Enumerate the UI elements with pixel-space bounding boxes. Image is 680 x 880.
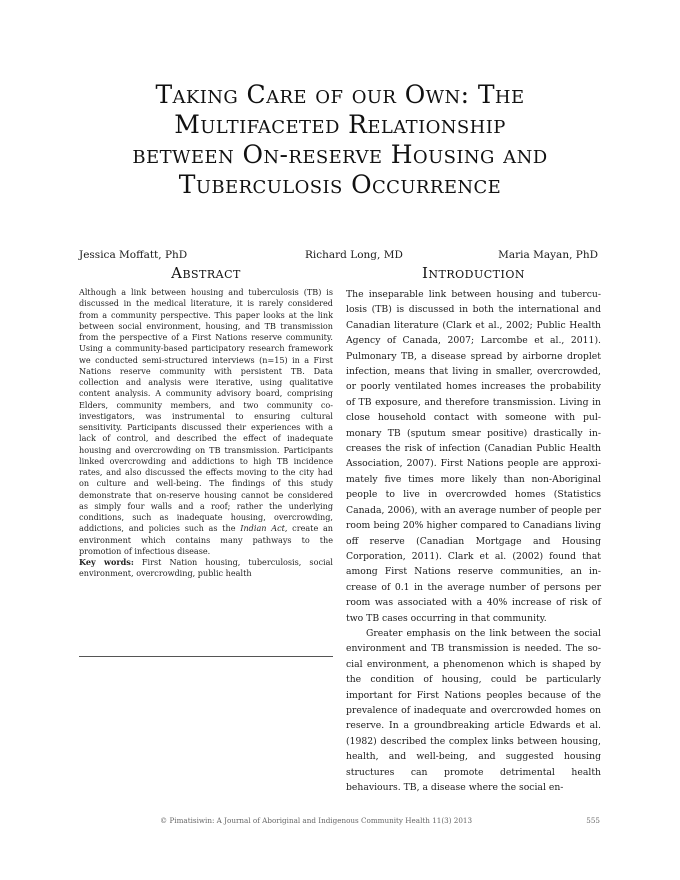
paper-title <box>60 80 620 200</box>
title-line-4: Tuberculosis Occurrence <box>178 170 502 199</box>
abstract-divider <box>79 656 333 657</box>
abstract-text-main: Although a link between housing and tuberculosis (TB) is discussed in the medical literature, it is rarely considered from a community perspective. This paper looks at the link between social environment, housing, and TB transmission from the perspective of a First Nations reserve community. Using a community-based participatory research framework we conducted semi-structured interviews (n=15) in a First Nations reserve community with persistent TB. Data collection and analysis were iterative, using qualitative content analysis. A community advisory board, comprising Elders, community members, and two community co-investigators, was instrumental to ensuring cultural sensitivity. Participants discussed their experiences with a lack of control, and described the effect of inadequate housing and overcrowding on TB transmission. Participants linked overcrowding and addictions to high TB incidence rates, and also discussed the effects moving to the city had on culture and well-being. The findings of this study demonstrate that on-reserve housing cannot be considered as simply four walls and a roof; rather the underlying conditions, such as inadequate housing, overcrowding, addictions, and policies such as the <box>79 287 333 534</box>
title-line-1: Taking Care of our Own: The <box>155 80 525 109</box>
keywords-list: First Nation housing, tuberculosis, social environment, overcrowding, public health <box>79 557 333 579</box>
abstract-italic-term: Indian Act <box>240 523 285 534</box>
abstract-heading: Abstract <box>171 264 241 282</box>
author-2: Richard Long, MD <box>305 249 403 261</box>
author-list <box>79 248 598 264</box>
title-line-2: Multifaceted Relationship <box>174 110 506 139</box>
introduction-section <box>346 287 601 795</box>
journal-footer: © Pimatisiwin: A Journal of Aboriginal and Indigenous Community Health 11(3) 2013 <box>160 816 473 825</box>
keywords <box>79 557 333 580</box>
page-number: 555 <box>586 816 600 825</box>
intro-paragraph-2: Greater emphasis on the link between the social environment and TB transmission is needed. The social environment, a phenomenon which is shaped by the condition of housing, could be particularly important for First Nations peoples because of the prevalence of inadequate and overcrowded homes on reserve. In a groundbreaking article Edwards et al. (1982) described the complex links between housing, health, and well-being, and suggested housing structures can promote detrimental health behaviours. TB, a disease where the social en- <box>346 627 601 793</box>
introduction-heading: Introduction <box>421 264 526 282</box>
intro-paragraph-1: The inseparable link between housing and tuberculosis (TB) is discussed in both the international and Canadian literature (Clark et al., 2002; Public Health Agency of Canada, 2007; Larcombe et al., 2011). Pulmonary TB, a disease spread by airborne droplet infection, means that living in smaller, overcrowded, or poorly ventilated homes increases the probability of TB exposure, and therefore transmission. Living in close household contact with someone with pulmonary TB (sputum smear positive) drastically increases the risk of infection (Canadian Public Health Association, 2007). First Nations people are approximately five times more likely than non-Aboriginal people to live in overcrowded homes (Statistics Canada, 2006), with an average number of people per room being 20% higher compared to Canadians living off reserve (Canadian Mortgage and Housing Corporation, 2011). Clark et al. (2002) found that among First Nations reserve communities, an increase of 0.1 in the average number of persons per room was associated with a 40% increase of risk of two TB cases occurring in that community. <box>346 289 601 624</box>
abstract-section <box>79 287 333 580</box>
keywords-label: Key words: <box>79 557 134 567</box>
abstract-text <box>79 287 333 557</box>
title-line-3: between On-reserve Housing and <box>132 140 548 169</box>
author-3: Maria Mayan, PhD <box>498 249 598 261</box>
abstract-text-end: , create an environment which contains many pathways to the promotion of infectious disease. <box>79 523 334 556</box>
author-1: Jessica Moffatt, PhD <box>79 249 188 261</box>
